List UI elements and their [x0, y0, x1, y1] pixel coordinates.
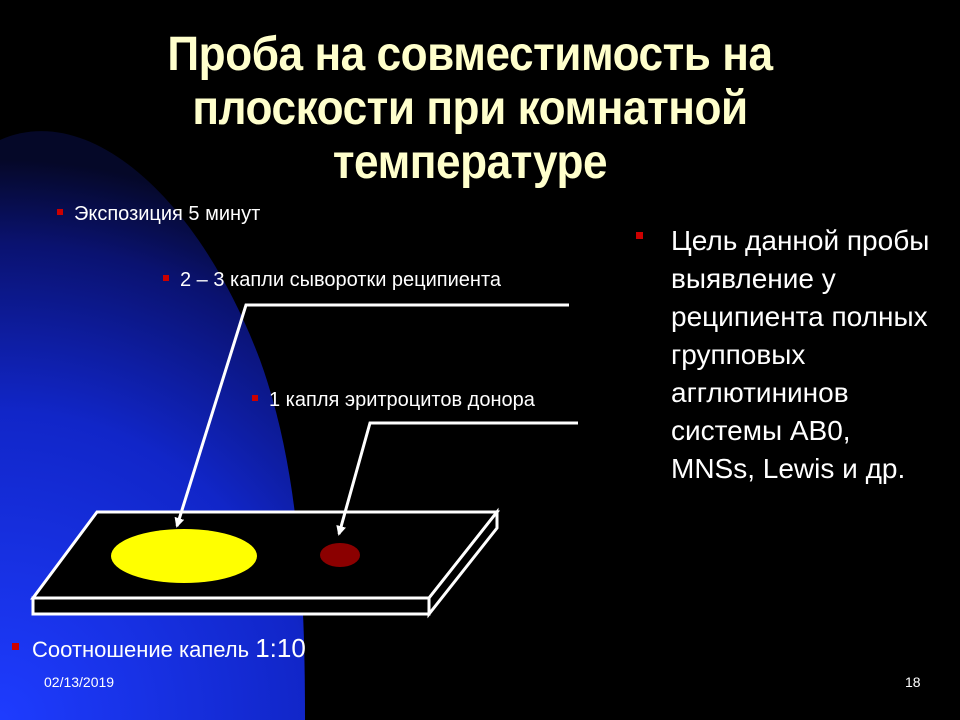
- purpose-text: Цель данной пробы выявление у реципиента полных групповых агглютининов системы АВ0, MNSs, Lewis и др.: [671, 225, 930, 484]
- ratio-value: 1:10: [255, 633, 306, 663]
- bullet-donor-drop-text: 1 капля эритроцитов донора: [269, 389, 535, 411]
- bullet-marker: [12, 643, 19, 650]
- page-number: 18: [905, 674, 921, 690]
- title-line-2: плоскости при комнатной: [192, 82, 748, 135]
- title-line-1: Проба на совместимость на: [167, 28, 773, 81]
- bullet-exposure-text: Экспозиция 5 минут: [74, 203, 261, 225]
- glass-plate: [33, 512, 497, 614]
- ratio-label: Соотношение капель: [32, 637, 256, 662]
- title-line-3: температуре: [332, 136, 608, 189]
- footer-date: 02/13/2019: [44, 674, 115, 690]
- donor-erythrocyte-drop: [320, 543, 360, 567]
- bullet-serum-drops-text: 2 – 3 капли сыворотки реципиента: [180, 269, 502, 291]
- bullet-ratio: [12, 634, 306, 664]
- serum-drop: [111, 529, 257, 583]
- serum-pointer-arrow: [177, 305, 569, 526]
